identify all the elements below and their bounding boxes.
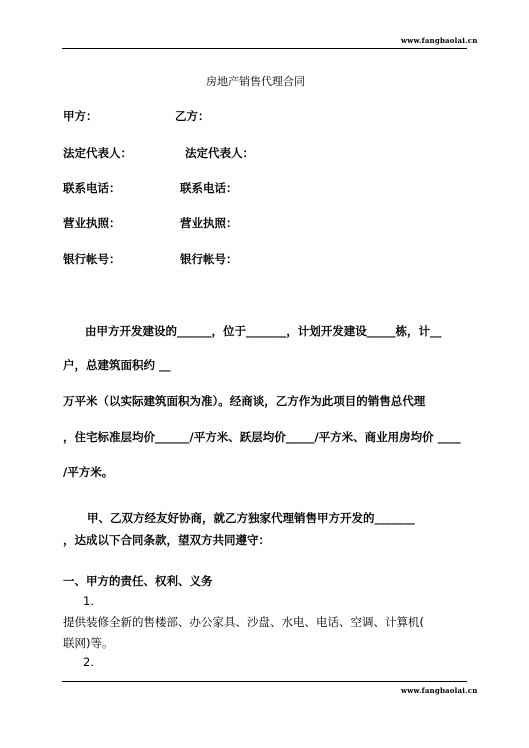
item-text-line: 联网)等。 [63, 636, 114, 650]
legal-rep-a-label: 法定代表人： [63, 146, 132, 160]
header-site-url: www.fangbaolai.cn [401, 36, 478, 45]
header-divider [62, 48, 467, 49]
bank-a-label: 银行帐号： [63, 252, 121, 266]
party-b-label: 乙方： [175, 109, 210, 123]
party-a-label: 甲方： [63, 109, 98, 123]
paragraph-line: 户，总建筑面积约 __ [63, 358, 171, 372]
license-a-label: 营业执照： [63, 216, 121, 230]
phone-a-label: 联系电话： [63, 181, 121, 195]
license-b-label: 营业执照： [180, 216, 238, 230]
footer-site-url: www.fangbaolai.cn [401, 686, 478, 695]
legal-rep-b-label: 法定代表人： [185, 146, 254, 160]
paragraph-line: 由甲方开发建设的______，位于_______，计划开发建设_____栋，计__ [85, 324, 442, 338]
item-number: 1. [83, 594, 94, 608]
document-title: 房地产销售代理合同 [206, 75, 305, 88]
paragraph-line: 甲、乙双方经友好协商，就乙方独家代理销售甲方开发的_______ [87, 511, 415, 525]
paragraph-line: 万平米（以实际建筑面积为准）。经商谈，乙方作为此项目的销售总代理 [63, 394, 426, 408]
phone-b-label: 联系电话： [180, 181, 238, 195]
paragraph-line: ，住宅标准层均价______/平方米、跃层均价_____/平方米、商业用房均价 ____ [63, 430, 461, 444]
paragraph-line: ，达成以下合同条款，望双方共同遵守： [63, 533, 270, 547]
footer-divider [62, 681, 467, 682]
item-text-line: 提供装修全新的售楼部、办公家具、沙盘、水电、电话、空调、计算机( [63, 615, 424, 629]
bank-b-label: 银行帐号： [180, 252, 238, 266]
item-number: 2. [83, 655, 94, 669]
section-heading: 一、甲方的责任、权利、义务 [63, 574, 213, 588]
paragraph-line: /平方米。 [63, 465, 114, 479]
